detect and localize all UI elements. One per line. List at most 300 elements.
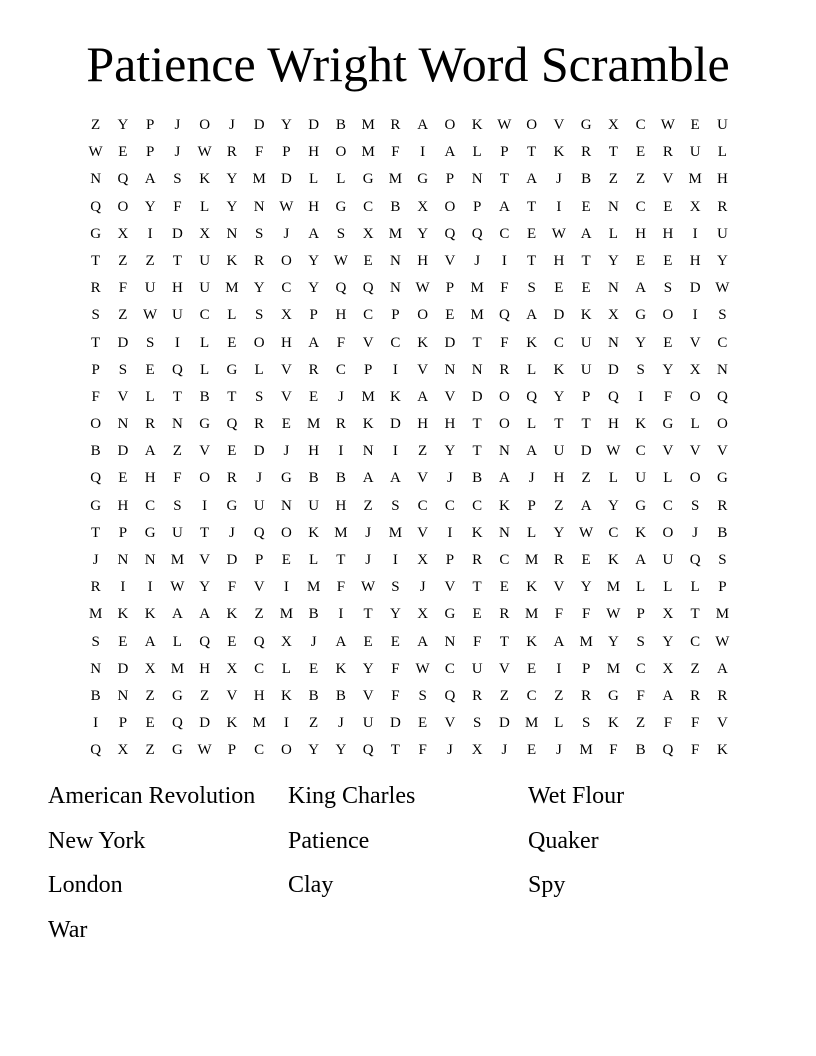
grid-letter: P — [527, 497, 536, 514]
grid-row — [82, 166, 736, 193]
grid-letter: R — [254, 252, 265, 269]
grid-letter: L — [472, 144, 482, 161]
grid-letter: B — [717, 524, 728, 541]
grid-letter: K — [580, 307, 592, 324]
grid-letter: K — [635, 416, 647, 433]
grid-letter: K — [199, 171, 211, 188]
grid-letter: O — [117, 198, 129, 215]
grid-letter: A — [498, 198, 510, 215]
grid-letter: M — [88, 606, 103, 623]
grid-letter: O — [716, 416, 728, 433]
grid-letter: I — [338, 606, 344, 623]
grid-letter: C — [472, 497, 483, 514]
grid-letter: N — [444, 633, 456, 650]
grid-letter: H — [171, 280, 183, 297]
grid-letter: H — [417, 252, 429, 269]
grid-letter: W — [606, 606, 621, 623]
word-list-item: Clay — [288, 872, 334, 898]
grid-letter: E — [581, 280, 591, 297]
grid-letter: B — [199, 388, 210, 405]
grid-letter: V — [444, 252, 456, 269]
grid-letter: L — [690, 579, 700, 596]
grid-letter: P — [227, 742, 237, 759]
grid-letter: Z — [636, 715, 646, 732]
grid-letter: R — [499, 361, 510, 378]
grid-letter: F — [663, 388, 673, 405]
grid-letter: C — [526, 687, 537, 704]
grid-letter: V — [689, 334, 701, 351]
grid-row — [82, 683, 736, 710]
grid-row — [82, 629, 736, 656]
grid-letter: K — [716, 742, 728, 759]
grid-letter: N — [716, 361, 728, 378]
grid-letter: E — [145, 715, 155, 732]
grid-letter: F — [173, 470, 182, 487]
grid-letter: X — [226, 660, 238, 677]
grid-letter: F — [554, 606, 564, 623]
grid-letter: L — [227, 307, 237, 324]
grid-letter: I — [392, 443, 398, 460]
grid-letter: V — [280, 388, 292, 405]
grid-letter: J — [446, 742, 453, 759]
grid-letter: D — [389, 715, 401, 732]
grid-letter: K — [335, 660, 347, 677]
grid-letter: J — [555, 171, 562, 188]
grid-letter: B — [308, 687, 319, 704]
grid-letter: J — [228, 117, 235, 133]
grid-letter: U — [716, 117, 728, 133]
grid-letter: U — [580, 334, 592, 351]
grid-letter: Y — [607, 497, 619, 514]
grid-letter: I — [283, 579, 289, 596]
grid-letter: T — [200, 524, 210, 541]
grid-letter: U — [199, 280, 211, 297]
grid-letter: R — [690, 687, 701, 704]
grid-letter: L — [608, 225, 618, 242]
grid-letter: A — [580, 497, 592, 514]
grid-letter: A — [553, 633, 565, 650]
grid-letter: R — [226, 144, 237, 161]
grid-letter: X — [417, 552, 429, 568]
grid-letter: E — [363, 252, 373, 269]
word-search-grid — [82, 112, 736, 765]
grid-letter: A — [417, 117, 429, 133]
grid-letter: K — [226, 606, 238, 623]
grid-letter: Z — [554, 687, 564, 704]
grid-row — [82, 112, 736, 139]
grid-letter: S — [145, 334, 155, 351]
grid-letter: R — [717, 497, 728, 514]
grid-letter: D — [471, 388, 483, 405]
grid-letter: D — [117, 660, 129, 677]
grid-letter: Q — [662, 742, 674, 759]
grid-letter: J — [228, 524, 235, 541]
grid-letter: M — [388, 171, 403, 188]
grid-letter: T — [336, 552, 346, 568]
grid-letter: G — [635, 497, 647, 514]
grid-letter: M — [252, 715, 266, 732]
grid-letter: C — [145, 497, 156, 514]
grid-letter: V — [662, 443, 674, 460]
grid-letter: N — [90, 660, 102, 677]
grid-letter: W — [606, 443, 621, 460]
grid-letter: T — [172, 252, 182, 269]
grid-letter: J — [174, 117, 181, 133]
grid-letter: J — [528, 470, 535, 487]
grid-letter: K — [526, 633, 538, 650]
grid-row — [82, 574, 736, 601]
grid-letter: K — [308, 524, 320, 541]
grid-letter: K — [226, 252, 238, 269]
grid-letter: S — [118, 361, 128, 378]
grid-letter: X — [117, 742, 129, 759]
grid-letter: P — [718, 579, 727, 596]
grid-letter: Q — [199, 633, 211, 650]
grid-letter: C — [254, 660, 265, 677]
grid-letter: N — [444, 361, 456, 378]
grid-letter: J — [337, 388, 344, 405]
grid-letter: I — [147, 225, 153, 242]
grid-letter: K — [280, 687, 292, 704]
grid-letter: F — [690, 715, 700, 732]
grid-letter: G — [171, 687, 183, 704]
grid-letter: R — [145, 416, 156, 433]
grid-letter: H — [607, 416, 619, 433]
grid-letter: C — [281, 280, 292, 297]
grid-letter: V — [362, 334, 374, 351]
grid-letter: L — [717, 144, 727, 161]
grid-letter: T — [472, 443, 482, 460]
grid-letter: H — [553, 470, 565, 487]
grid-letter: T — [499, 633, 509, 650]
grid-letter: Y — [144, 198, 156, 215]
word-list-item: Quaker — [528, 827, 599, 854]
grid-letter: G — [580, 117, 592, 133]
grid-letter: C — [444, 497, 455, 514]
grid-letter: M — [606, 660, 621, 677]
grid-letter: A — [635, 552, 647, 568]
grid-row — [82, 411, 736, 438]
grid-row — [82, 601, 736, 628]
grid-letter: G — [444, 606, 456, 623]
grid-letter: W — [197, 144, 212, 161]
grid-letter: L — [281, 660, 291, 677]
grid-letter: I — [392, 361, 398, 378]
grid-letter: F — [173, 198, 182, 215]
grid-letter: Q — [171, 715, 183, 732]
grid-letter: C — [390, 334, 401, 351]
word-list-item: London — [48, 872, 123, 898]
grid-letter: L — [254, 361, 264, 378]
grid-letter: Y — [308, 252, 320, 269]
grid-letter: O — [526, 117, 538, 133]
grid-letter: P — [254, 552, 264, 568]
grid-row — [82, 493, 736, 520]
grid-letter: G — [362, 171, 374, 188]
grid-letter: C — [499, 552, 510, 568]
grid-letter: Y — [199, 579, 211, 596]
grid-letter: N — [362, 443, 374, 460]
grid-letter: W — [143, 307, 158, 324]
grid-letter: F — [118, 280, 128, 297]
grid-letter: M — [715, 606, 730, 623]
grid-letter: G — [280, 470, 292, 487]
word-list-item: War — [48, 916, 88, 943]
grid-letter: W — [715, 633, 730, 650]
grid-letter: E — [445, 307, 455, 324]
grid-letter: O — [280, 252, 292, 269]
grid-letter: K — [498, 497, 510, 514]
grid-letter: L — [527, 361, 537, 378]
grid-letter: H — [253, 687, 265, 704]
grid-letter: E — [390, 633, 400, 650]
grid-letter: C — [199, 307, 210, 324]
grid-letter: F — [472, 633, 482, 650]
grid-letter: H — [308, 443, 320, 460]
grid-letter: F — [500, 280, 509, 297]
grid-letter: P — [282, 144, 291, 161]
grid-letter: X — [689, 198, 701, 215]
grid-letter: L — [690, 416, 700, 433]
grid-letter: V — [444, 715, 456, 732]
grid-letter: P — [145, 144, 155, 161]
grid-letter: F — [581, 606, 591, 623]
grid-letter: K — [607, 552, 619, 568]
grid-letter: O — [253, 334, 265, 351]
grid-letter: C — [662, 497, 673, 514]
grid-letter: M — [279, 606, 294, 623]
grid-letter: F — [254, 144, 264, 161]
grid-letter: K — [553, 144, 565, 161]
grid-row — [82, 357, 736, 384]
grid-letter: U — [171, 524, 183, 541]
grid-row — [82, 547, 736, 574]
grid-letter: P — [445, 552, 455, 568]
grid-letter: W — [88, 144, 103, 161]
grid-letter: R — [308, 361, 319, 378]
grid-letter: T — [472, 579, 482, 596]
grid-letter: G — [662, 416, 674, 433]
grid-letter: B — [90, 687, 101, 704]
grid-letter: Z — [145, 742, 155, 759]
grid-letter: H — [335, 497, 347, 514]
grid-letter: E — [527, 660, 537, 677]
grid-letter: Y — [580, 579, 592, 596]
grid-letter: N — [171, 416, 183, 433]
grid-letter: S — [391, 579, 400, 596]
grid-letter: K — [389, 388, 401, 405]
grid-letter: A — [580, 225, 592, 242]
grid-letter: H — [117, 497, 129, 514]
grid-letter: Q — [444, 225, 456, 242]
grid-letter: Q — [117, 171, 129, 188]
grid-letter: Y — [716, 252, 728, 269]
grid-letter: J — [283, 225, 290, 242]
grid-letter: J — [555, 742, 562, 759]
grid-letter: E — [227, 633, 237, 650]
grid-letter: Y — [335, 742, 347, 759]
grid-letter: M — [170, 552, 185, 568]
grid-letter: Q — [90, 198, 102, 215]
grid-letter: I — [120, 579, 126, 596]
grid-letter: U — [716, 225, 728, 242]
grid-letter: G — [716, 470, 728, 487]
grid-letter: I — [556, 660, 562, 677]
grid-letter: Q — [335, 280, 347, 297]
grid-letter: T — [554, 416, 564, 433]
grid-letter: Y — [280, 117, 292, 133]
grid-letter: B — [635, 742, 646, 759]
grid-letter: R — [499, 606, 510, 623]
grid-letter: Z — [91, 117, 101, 133]
grid-letter: D — [580, 443, 592, 460]
grid-letter: W — [497, 117, 512, 133]
grid-letter: U — [362, 715, 374, 732]
grid-letter: V — [553, 579, 565, 596]
grid-letter: B — [335, 117, 346, 133]
grid-letter: X — [662, 660, 674, 677]
grid-letter: I — [202, 497, 208, 514]
grid-letter: J — [474, 252, 481, 269]
grid-letter: S — [718, 307, 727, 324]
grid-letter: V — [280, 361, 292, 378]
grid-letter: A — [144, 633, 156, 650]
grid-letter: N — [498, 443, 510, 460]
grid-letter: H — [444, 416, 456, 433]
grid-letter: A — [308, 225, 320, 242]
grid-letter: I — [147, 579, 153, 596]
grid-letter: Z — [118, 307, 128, 324]
grid-letter: L — [200, 361, 210, 378]
grid-letter: Z — [309, 715, 319, 732]
grid-letter: X — [280, 307, 292, 324]
grid-letter: Y — [253, 280, 265, 297]
grid-letter: Y — [662, 633, 674, 650]
grid-letter: H — [335, 307, 347, 324]
grid-letter: E — [145, 361, 155, 378]
grid-letter: G — [335, 198, 347, 215]
grid-letter: E — [581, 552, 591, 568]
grid-letter: J — [283, 443, 290, 460]
grid-letter: T — [472, 334, 482, 351]
grid-letter: U — [580, 361, 592, 378]
grid-letter: P — [445, 280, 455, 297]
grid-letter: C — [635, 660, 646, 677]
grid-letter: Z — [581, 470, 591, 487]
grid-letter: G — [226, 361, 238, 378]
grid-letter: Z — [200, 687, 210, 704]
grid-letter: Y — [417, 225, 429, 242]
grid-letter: E — [118, 470, 128, 487]
grid-letter: S — [718, 552, 727, 568]
grid-letter: F — [391, 687, 400, 704]
grid-letter: A — [526, 171, 538, 188]
grid-letter: A — [498, 470, 510, 487]
grid-letter: A — [716, 660, 728, 677]
grid-letter: K — [144, 606, 156, 623]
grid-letter: I — [93, 715, 99, 732]
grid-row — [82, 330, 736, 357]
grid-letter: S — [391, 497, 400, 514]
grid-letter: N — [90, 171, 102, 188]
grid-letter: C — [363, 307, 374, 324]
grid-letter: O — [444, 198, 456, 215]
grid-letter: E — [636, 252, 646, 269]
grid-letter: A — [171, 606, 183, 623]
grid-letter: X — [607, 117, 619, 133]
grid-letter: P — [391, 307, 400, 324]
grid-letter: Q — [253, 633, 265, 650]
grid-letter: Z — [418, 443, 428, 460]
grid-letter: L — [608, 470, 618, 487]
grid-letter: D — [308, 117, 320, 133]
grid-letter: B — [581, 171, 592, 188]
grid-row — [82, 221, 736, 248]
grid-letter: S — [472, 715, 482, 732]
grid-letter: M — [470, 307, 484, 324]
grid-letter: R — [390, 117, 401, 133]
grid-letter: H — [308, 198, 320, 215]
grid-letter: K — [226, 715, 238, 732]
grid-letter: O — [199, 117, 211, 133]
grid-letter: R — [90, 579, 101, 596]
grid-letter: S — [173, 497, 182, 514]
grid-letter: S — [581, 715, 591, 732]
grid-letter: Z — [608, 171, 618, 188]
grid-letter: O — [689, 388, 701, 405]
grid-letter: J — [365, 552, 372, 568]
grid-letter: H — [553, 252, 565, 269]
grid-letter: S — [336, 225, 346, 242]
grid-letter: G — [90, 225, 102, 242]
grid-letter: F — [690, 742, 700, 759]
grid-letter: D — [253, 443, 265, 460]
grid-letter: N — [498, 524, 510, 541]
grid-letter: S — [636, 633, 645, 650]
grid-letter: T — [227, 388, 237, 405]
grid-letter: U — [253, 497, 265, 514]
grid-letter: N — [144, 552, 156, 568]
grid-letter: K — [607, 715, 619, 732]
grid-letter: H — [308, 144, 320, 161]
grid-letter: B — [335, 470, 346, 487]
grid-letter: X — [607, 307, 619, 324]
grid-letter: B — [335, 687, 346, 704]
grid-letter: A — [635, 280, 647, 297]
grid-letter: I — [447, 524, 453, 541]
grid-letter: P — [581, 660, 591, 677]
grid-letter: F — [336, 334, 346, 351]
grid-letter: A — [444, 144, 456, 161]
grid-letter: M — [225, 280, 239, 297]
grid-letter: K — [417, 334, 429, 351]
grid-letter: L — [663, 579, 673, 596]
grid-letter: Z — [118, 252, 128, 269]
grid-letter: Y — [226, 171, 238, 188]
grid-letter: O — [335, 144, 347, 161]
grid-letter: O — [280, 742, 292, 759]
grid-letter: R — [335, 416, 346, 433]
grid-letter: Y — [635, 334, 647, 351]
grid-letter: Z — [499, 687, 509, 704]
grid-letter: D — [171, 225, 183, 242]
grid-letter: C — [717, 334, 728, 351]
grid-letter: Y — [607, 633, 619, 650]
grid-letter: R — [581, 687, 592, 704]
grid-letter: Y — [308, 280, 320, 297]
grid-letter: X — [689, 361, 701, 378]
grid-letter: M — [170, 660, 185, 677]
